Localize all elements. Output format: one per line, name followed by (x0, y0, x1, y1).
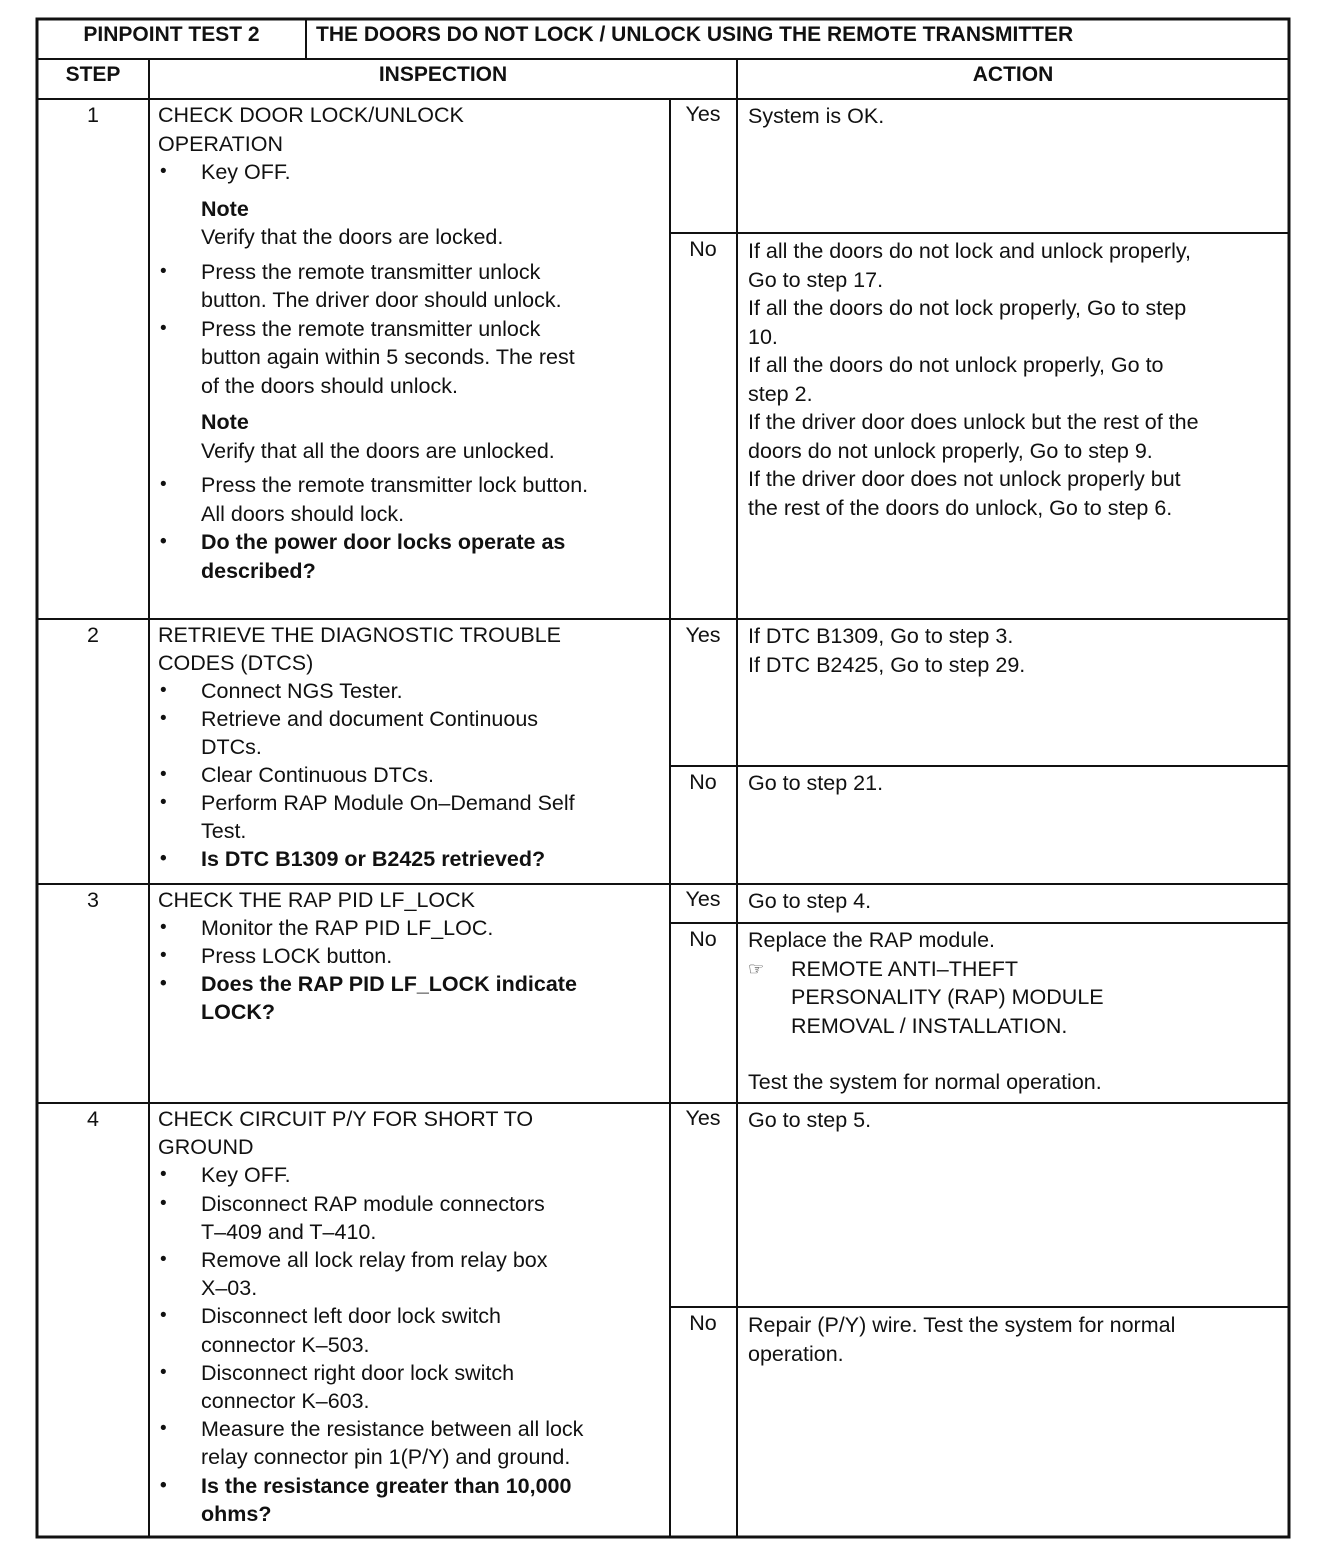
note: Note Verify that all the doors are unlocked. (201, 410, 555, 463)
question: • Do the power door locks operate as described? (158, 528, 663, 585)
list-item: • Retrieve and document Continuous DTCs. (158, 705, 663, 761)
answer-yes: Yes (685, 623, 721, 647)
list-item: • Clear Continuous DTCs. (158, 761, 663, 789)
list-item: • Disconnect left door lock switch connector K–503. (158, 1302, 663, 1358)
step-number: 3 (87, 888, 99, 912)
inspection-step-4 (158, 1105, 663, 1528)
list-item: • Key OFF. (158, 1161, 663, 1189)
action-no: Repair (P/Y) wire. Test the system for normal operation. (748, 1313, 1176, 1366)
answer-yes: Yes (685, 1106, 721, 1130)
list-item: • Press the remote transmitter lock button. All doors should lock. (158, 471, 663, 528)
action-no: If all the doors do not lock and unlock properly, Go to step 17. If all the doors do not lock properly, Go to step 10. If all the doors do not unlock properly, Go to step 2. If the driver door does unlock but the rest of the doors do not unlock properly, Go to step 9. If the driver door does not unlock properly but the rest of the doors do unlock, Go to step 6. (748, 239, 1199, 520)
inspection-step-2 (158, 621, 663, 873)
test-label: PINPOINT TEST 2 (83, 23, 260, 46)
list-item: • Remove all lock relay from relay box X–03. (158, 1246, 663, 1302)
action-yes: If DTC B1309, Go to step 3. If DTC B2425, Go to step 29. (748, 624, 1026, 677)
list-item: • Disconnect RAP module connectors T–409 and T–410. (158, 1190, 663, 1246)
list-item: • Perform RAP Module On–Demand Self Test. (158, 789, 663, 845)
question: • Is the resistance greater than 10,000 ohms? (158, 1472, 663, 1528)
pointing-hand-icon: ☞ (748, 958, 765, 979)
answer-no: No (689, 770, 717, 794)
action-yes: Go to step 4. (748, 889, 872, 913)
step-number: 2 (87, 623, 99, 647)
inspection-step-1 (158, 101, 663, 585)
answer-no: No (689, 1311, 717, 1335)
list-item: • Disconnect right door lock switch connector K–603. (158, 1359, 663, 1415)
step-number: 4 (87, 1107, 99, 1131)
action-no: Go to step 21. (748, 771, 884, 795)
note: Note Verify that the doors are locked. (201, 196, 504, 249)
action-yes: Go to step 5. (748, 1108, 872, 1132)
step-number: 1 (87, 103, 99, 127)
answer-yes: Yes (685, 102, 721, 126)
list-item: • Press LOCK button. (158, 942, 663, 970)
step-title: CHECK DOOR LOCK/UNLOCK OPERATION (158, 103, 464, 156)
answer-yes: Yes (685, 887, 721, 911)
question: • Does the RAP PID LF_LOCK indicate LOCK? (158, 970, 663, 1026)
answer-no: No (689, 237, 717, 261)
column-header-action: ACTION (972, 63, 1054, 86)
test-title: THE DOORS DO NOT LOCK / UNLOCK USING THE REMOTE TRANSMITTER (316, 23, 1074, 46)
action-yes: System is OK. (748, 104, 885, 128)
column-header-inspection: INSPECTION (378, 63, 508, 86)
list-item: • Monitor the RAP PID LF_LOC. (158, 914, 663, 942)
step-title: CHECK THE RAP PID LF_LOCK (158, 888, 476, 912)
list-item: • Press the remote transmitter unlock button again within 5 seconds. The rest of the doors should unlock. (158, 315, 663, 401)
list-item: • Connect NGS Tester. (158, 677, 663, 705)
question: • Is DTC B1309 or B2425 retrieved? (158, 845, 663, 873)
list-item: • Measure the resistance between all lock relay connector pin 1(P/Y) and ground. (158, 1415, 663, 1471)
manual-reference: ☞ REMOTE ANTI–THEFT PERSONALITY (RAP) MODULE REMOVAL / INSTALLATION. (748, 956, 1104, 1038)
list-item: • Press the remote transmitter unlock button. The driver door should unlock. (158, 258, 663, 315)
step-title: RETRIEVE THE DIAGNOSTIC TROUBLE CODES (DTCS) (158, 623, 561, 675)
list-item: • Key OFF. (158, 158, 663, 187)
inspection-step-3 (158, 886, 663, 1026)
action-no: Replace the RAP module. ☞ REMOTE ANTI–THEFT PERSONALITY (RAP) MODULE REMOVAL / INSTALLATION. Test the system for normal operation. (748, 926, 1283, 1097)
step-title: CHECK CIRCUIT P/Y FOR SHORT TO GROUND (158, 1107, 534, 1160)
answer-no: No (689, 927, 717, 951)
column-header-step: STEP (65, 63, 121, 86)
